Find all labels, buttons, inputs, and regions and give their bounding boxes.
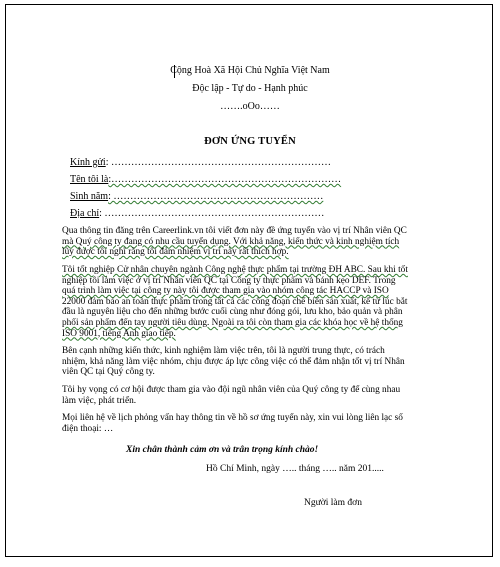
field-address-label: Địa chỉ [70,208,100,219]
field-dob [70,191,323,202]
paragraph-line: ISO 9001, tiếng Anh giao tiếp. [62,328,176,339]
paragraph-experience [62,265,448,339]
field-name-value: :…………………………………………………………… [108,174,342,185]
paragraph-line: nhiệm, khả năng làm việc nhóm, chịu được áp lực công việc có thể đảm nhận tốt vị trí Nhân [62,356,405,367]
closing-date: Hồ Chí Minh, ngày ….. tháng ….. năm 201..... [206,464,384,474]
paragraph-line: mà Quý công ty đang có nhu cầu tuyển dụng. Với khả năng, kiến thức và kinh nghiệm tích [62,236,400,247]
field-to-label: Kính gửi [70,157,106,168]
motto-heading: Độc lập - Tự do - Hạnh phúc [192,83,308,94]
paragraph-line: Tôi hy vọng có cơ hội được tham gia vào đội ngũ nhân viên của Quý công ty để cùng nhau [62,385,401,395]
nation-heading: Cộng Hoà Xã Hội Chủ Nghĩa Việt Nam [170,65,330,76]
document-title: ĐƠN ỨNG TUYỂN [204,136,296,147]
paragraph-line: quá trình làm việc tại công ty này tôi được tham gia vào nhóm công tác HACCP và ISO [62,286,389,297]
field-name [70,174,341,185]
paragraph-line: làm việc, phát triển. [62,395,137,406]
paragraph-line: phối sản phẩm đến tay người tiêu dùng. Ngoài ra tôi còn tham gia các khóa học về hệ thống [62,317,403,328]
closing-thanks: Xin chân thành cảm ơn và trân trọng kính chào! [126,445,319,455]
paragraph-line: nghiệp tôi làm việc ở vị trí Nhân viên QC tại Công ty thực phẩm và bánh kẹo DEF. Trong [62,275,396,286]
closing-signer: Người làm đơn [304,498,362,508]
field-name-label: Tên tôi là [70,174,109,185]
paragraph-line: Tôi tốt nghiệp Cử nhân chuyên ngành Công nghệ thực phẩm tại trường ĐH ABC. Sau khi tốt [62,265,408,275]
field-to-value: : ………………………………………………………… [105,157,331,168]
paragraph-line: Qua thông tin đăng trên Careerlink.vn tôi viết đơn này đề ứng tuyển vào vị trí Nhân viên QC [62,226,407,236]
document-page [5,4,493,557]
paragraph-line: viên QC tại Quý công ty. [62,367,155,378]
paragraph-line: 22000 đảm bảo an toàn thực phẩm trong tất cả các công đoạn chế biến sản xuất, kể từ lúc bắt [62,296,408,307]
paragraph-line: điện thoại: … [62,423,114,434]
field-address-value: : ………………………………………………………… [99,208,325,219]
paragraph-intro [62,226,448,258]
paragraph-line: Mọi liên hệ về lịch phỏng vấn hay thông tin về hồ sơ ứng tuyển này, xin vui lòng liên lạc số [62,413,403,423]
paragraph-skills [62,346,448,378]
paragraph-line: Bên cạnh những kiến thức, kinh nghiệm làm việc trên, tôi là người trung thực, có trách [62,346,385,356]
paragraph-line: đầu là nguyên liệu cho đến những bước cuối cùng như đóng gói, lưu kho, bảo quản và phân [62,307,403,318]
paragraph-contact [62,413,448,434]
header-separator: …….oOo…… [220,101,280,112]
field-dob-label: Sinh năm [70,191,109,202]
field-address [70,208,324,219]
paragraph-hope [62,385,448,406]
field-to [70,157,331,168]
field-dob-value: : ……………………………………………………… [108,191,324,202]
paragraph-line: lũy được tôi nghĩ rằng tôi đảm nhiệm vị trí này rất thích hợp. [62,247,289,258]
